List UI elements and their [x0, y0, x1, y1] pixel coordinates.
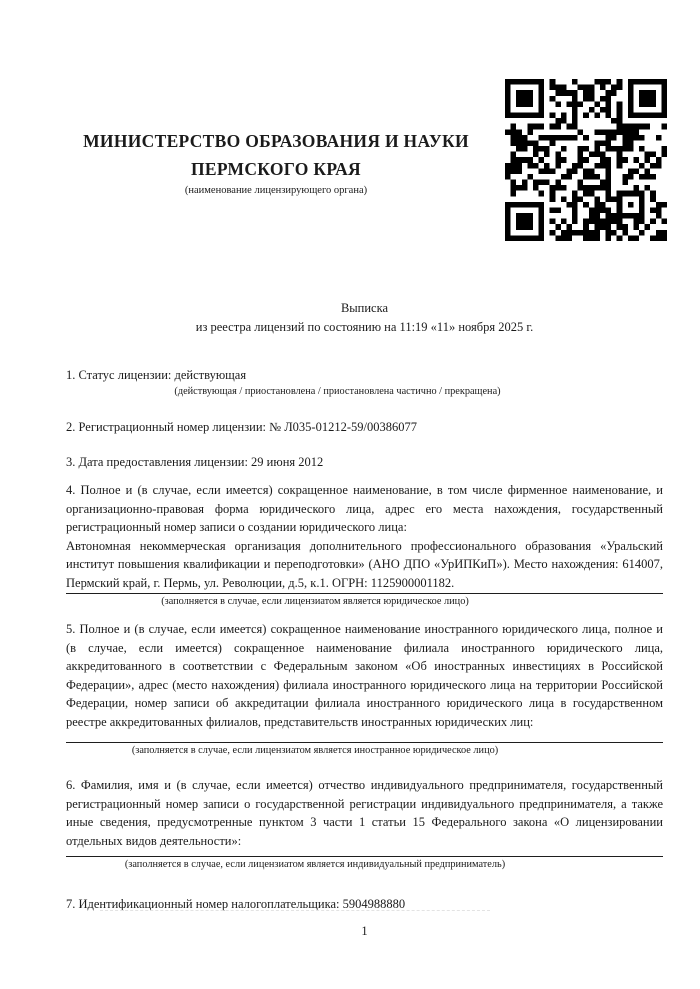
individual-caption: (заполняется в случае, если лицензиатом является индивидуальный предприниматель): [124, 859, 506, 870]
extract-title: Выписка: [340, 301, 389, 315]
ministry-name-line1: МИНИСТЕРСТВО ОБРАЗОВАНИЯ И НАУКИ: [83, 131, 469, 151]
ministry-caption: (наименование лицензирующего органа): [184, 185, 368, 196]
ministry-name-line2: ПЕРМСКОГО КРАЯ: [191, 159, 361, 179]
registration-number-line: 2. Регистрационный номер лицензии: № Л035-01212-59/00386077: [66, 420, 417, 434]
registration-number-section: [66, 418, 663, 437]
grant-date-line: 3. Дата предоставления лицензии: 29 июня 2012: [66, 455, 324, 469]
legal-entity-value: Автономная некоммерческая организация дополнительного профессионального образования «Уральский институт повышения квалификации и переподготовки» (АНО ДПО «УрИПКиП»). Место нахождения: 614007, Пермский край, г. Пермь, ул. Революции, д.5, к.1. ОГРН: 1125900001182.: [66, 538, 663, 590]
document-title-block: [66, 299, 663, 336]
foreign-entity-field-rule: [66, 742, 663, 743]
foreign-entity-section: [66, 620, 663, 757]
individual-value: [66, 850, 663, 855]
legal-entity-caption: (заполняется в случае, если лицензиатом является юридическое лицо): [161, 596, 469, 607]
licensing-authority-header: [57, 127, 495, 198]
grant-date-section: [66, 453, 663, 472]
license-status-line: 1. Статус лицензии: действующая: [66, 368, 247, 382]
license-status-options: [66, 385, 663, 398]
individual-form-text: 6. Фамилия, имя и (в случае, если имеется) отчество индивидуального предпринимателя, государственный регистрационный номер записи о государственной регистрации индивидуального предпринимателя, а также иные сведения, предусмотренные пунктом 3 части 1 статьи 15 Федерального закона «О лицензировании отдельных видов деятельности»:: [66, 778, 663, 848]
legal-entity-section: [66, 481, 663, 608]
inn-line: 7. Идентификационный номер налогоплательщика: 5904988880: [66, 897, 406, 911]
foreign-entity-value: [66, 731, 663, 741]
qr-code-icon: [505, 79, 667, 241]
individual-entrepreneur-section: [66, 776, 663, 871]
individual-field-rule: [66, 856, 663, 857]
foreign-entity-caption: (заполняется в случае, если лицензиатом является иностранное юридическое лицо): [131, 745, 499, 756]
extract-subtitle: из реестра лицензий по состоянию на 11:19 «11» ноября 2025 г.: [195, 319, 534, 334]
legal-entity-field-rule: [66, 593, 663, 594]
legal-entity-form-text: 4. Полное и (в случае, если имеется) сокращенное наименование, в том числе фирменное наименование, и организационно-правовая форма юридического лица, адрес его места нахождения, государственный регистрационный номер записи о создании юридического лица:: [66, 483, 663, 534]
page-number: 1: [361, 924, 368, 938]
status-options-caption: (действующая / приостановлена / приостановлена частично / прекращена): [174, 386, 501, 397]
foreign-entity-form-text: 5. Полное и (в случае, если имеется) сокращенное наименование иностранного юридического лица, полное и (в случае, если имеется) сокращенное наименование филиала иностранного юридического лица, аккредитованного в соответствии с Федеральным законом «Об иностранных инвестициях в Российской Федерации», адрес (место нахождения) филиала иностранного юридического лица на территории Российской Федерации, номер записи об аккредитации филиала иностранного юридического лица в государственном реестре аккредитованных филиалов, представительств иностранных юридических лиц:: [66, 622, 663, 729]
faint-scan-artifact-line: [100, 910, 490, 911]
license-status-section: [66, 366, 663, 385]
